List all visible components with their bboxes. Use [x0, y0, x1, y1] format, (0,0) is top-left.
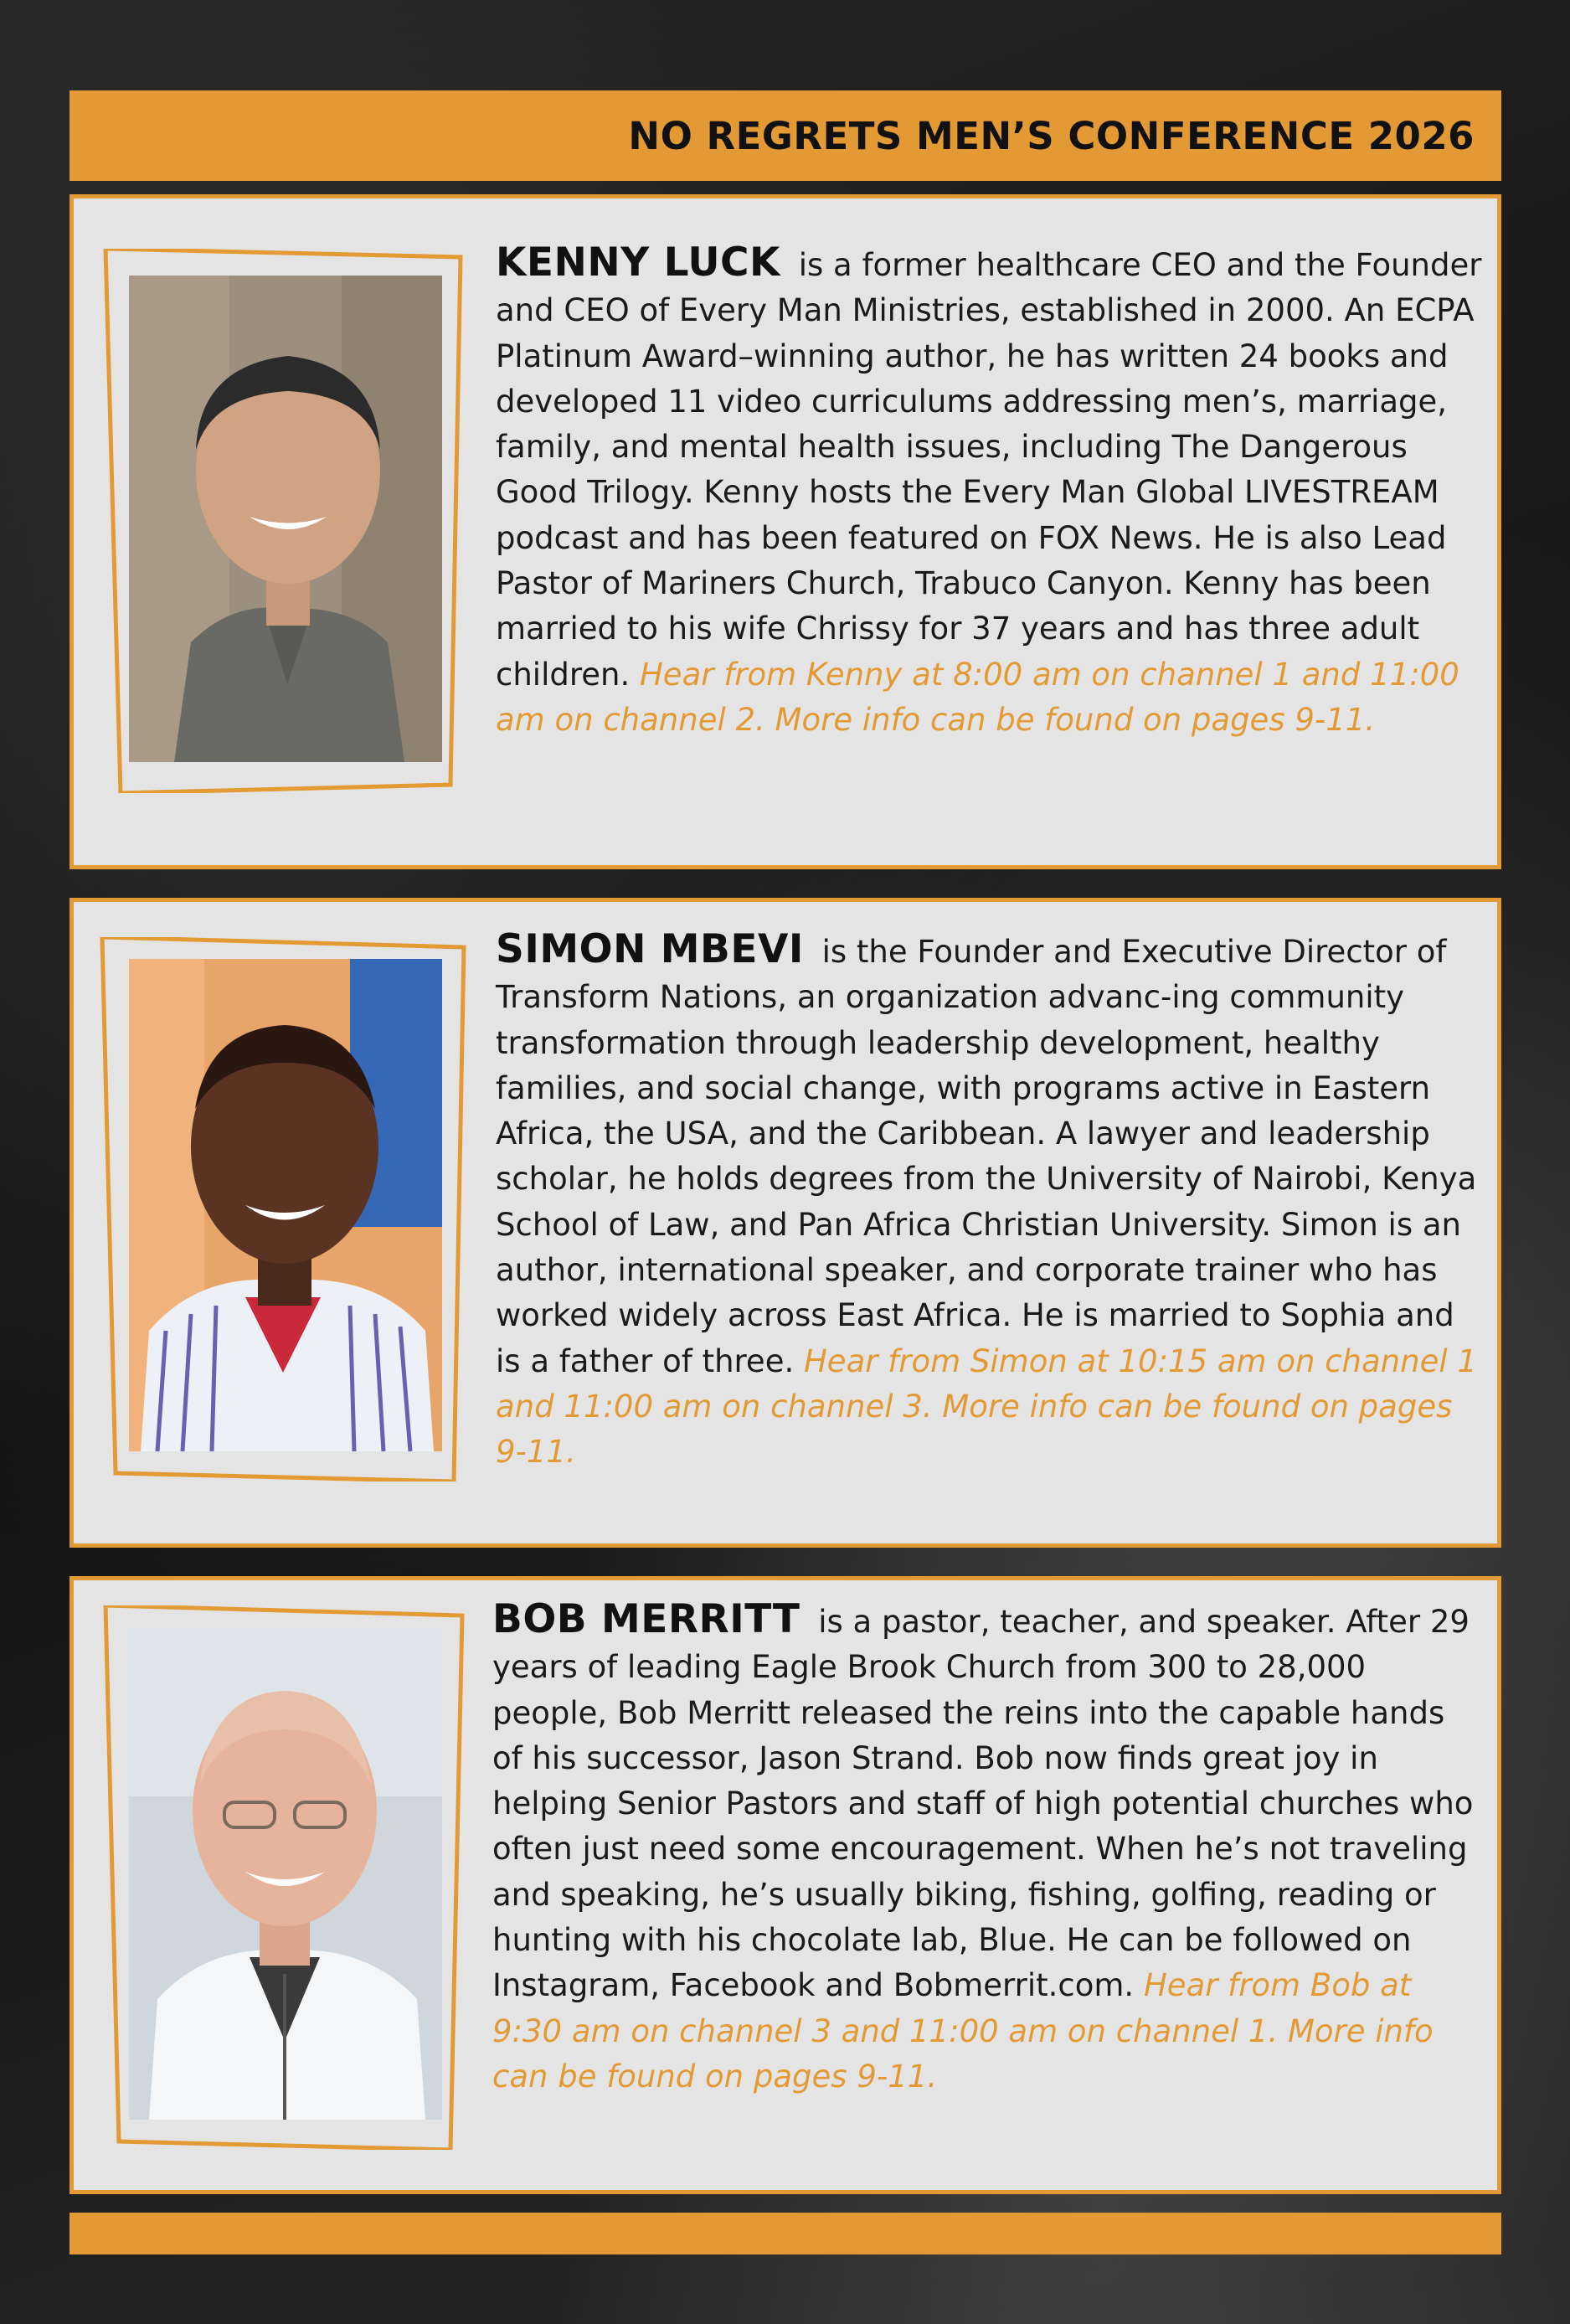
speaker-bio: [496, 927, 1484, 1476]
conference-title: NO REGRETS MEN’S CONFERENCE 2026: [628, 113, 1475, 158]
session-info: Hear from Kenny at 8:00 am on channel 1 and 11:00 am on channel 2. More info can be found on pages 9-11.: [496, 656, 1459, 738]
speaker-bio: [496, 240, 1484, 743]
speaker-photo-frame: [99, 249, 467, 793]
speaker-bio-text: is a pastor, teacher, and speaker. After 29 years of leading Eagle Brook Church from 300 to 28,000 people, Bob Merritt released the reins into the capable hands of his successor, Jason Strand. Bob now finds great joy in helping Senior Pastors and staff of high potential churches who often just need some encouragement. When he’s not traveling and speaking, he’s usually biking, fishing, golfing, reading or hunting with his chocolate lab, Blue. He can be followed on Instagram, Facebook and Bobmerrit.com.: [492, 1604, 1474, 2004]
speaker-name: SIMON MBEVI: [496, 926, 804, 972]
speaker-card-bob-merritt: [69, 1576, 1501, 2194]
speaker-photo: [99, 937, 467, 1481]
speaker-name: BOB MERRITT: [492, 1596, 800, 1642]
speaker-card-kenny-luck: [69, 194, 1501, 869]
session-info: Hear from Bob at 9:30 am on channel 3 and 11:00 am on channel 1. More info can be found on pages 9-11.: [492, 1967, 1434, 2095]
speaker-bio-text: is the Founder and Executive Director of Transform Nations, an organization advanc-ing community transformation through leadership development, healthy families, and social change, with programs active in Eastern Africa, the USA, and the Caribbean. A lawyer and leadership scholar, he holds degrees from the University of Nairobi, Kenya School of Law, and Pan Africa Christian University. Simon is an author, international speaker, and corporate trainer who has worked widely across East Africa. He is married to Sophia and is a father of three.: [496, 934, 1477, 1379]
speaker-bio-text: is a former healthcare CEO and the Founder and CEO of Every Man Ministries, established in 2000. An ECPA Platinum Award–winning author, he has written 24 books and developed 11 video curriculums addressing men’s, marriage, family, and mental health issues, including The Dangerous Good Trilogy. Kenny hosts the Every Man Global LIVESTREAM podcast and has been featured on FOX News. He is also Lead Pastor of Mariners Church, Trabuco Canyon. Kenny has been married to his wife Chrissy for 37 years and has three adult children.: [496, 247, 1482, 693]
speaker-name: KENNY LUCK: [496, 240, 780, 286]
speaker-photo: [99, 249, 467, 793]
header-banner: [69, 90, 1501, 181]
speaker-bio: [492, 1597, 1480, 2100]
footer-banner: [69, 2213, 1501, 2254]
speaker-card-simon-mbevi: [69, 898, 1501, 1548]
session-info: Hear from Simon at 10:15 am on channel 1 and 11:00 am on channel 3. More info can be found on pages 9-11.: [496, 1342, 1477, 1471]
speaker-photo-frame: [99, 937, 467, 1481]
speaker-photo: [99, 1605, 467, 2150]
speaker-photo-frame: [99, 1605, 467, 2150]
